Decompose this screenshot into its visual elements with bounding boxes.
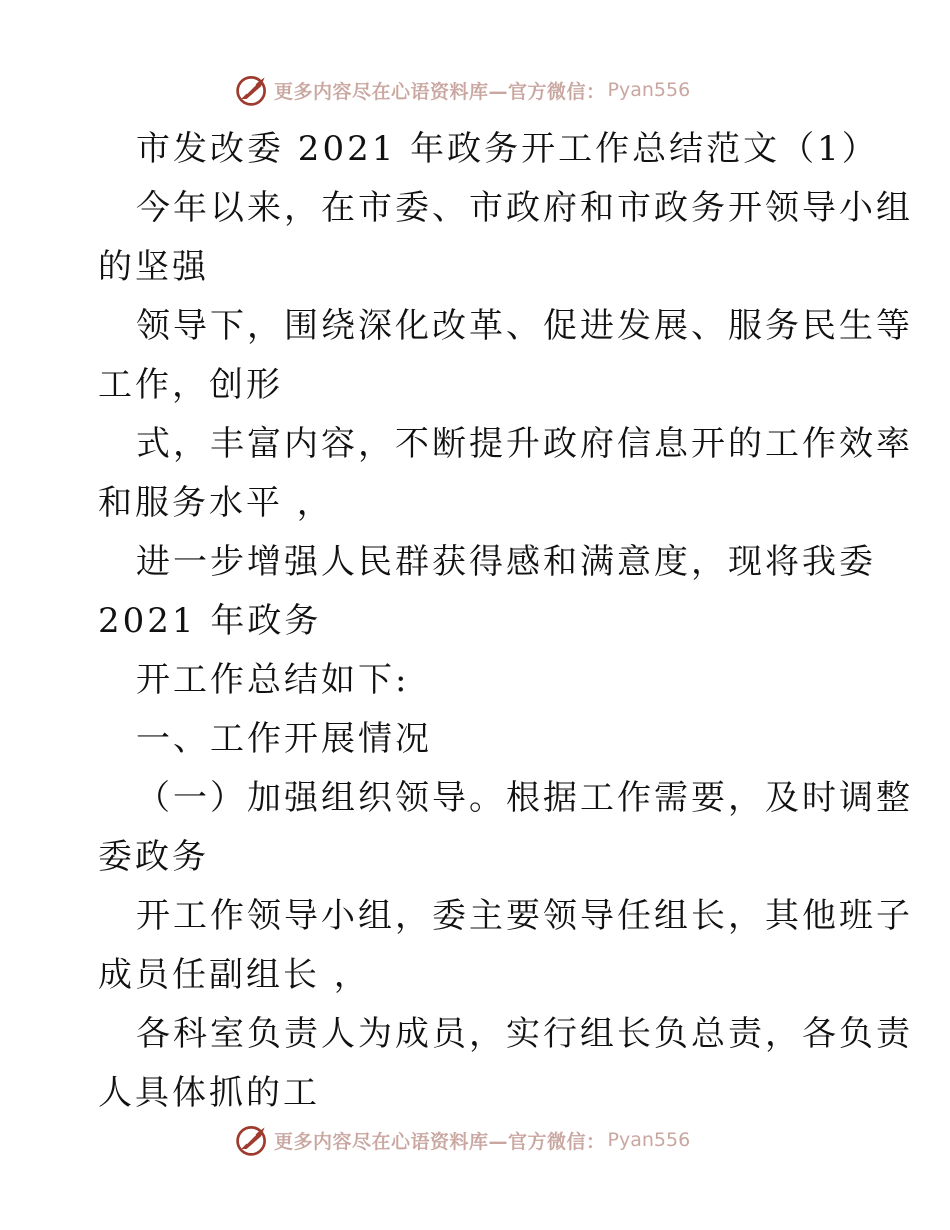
text-line: 领导下，围绕深化改革、促进发展、服务民生等 [136, 306, 913, 346]
text-line: 今年以来，在市委、市政府和市政务开领导小组 [136, 188, 913, 228]
text-line: 市发改委 2021 年政务开工作总结范文（1） [136, 129, 879, 169]
quill-logo-icon [234, 1122, 270, 1158]
footer-banner [234, 1120, 690, 1160]
text-line: 人具体抓的工 [98, 1073, 320, 1113]
text-line: 开工作领导小组，委主要领导任组长，其他班子 [136, 896, 913, 936]
text-line: 的坚强 [98, 247, 209, 287]
banner-text: 更多内容尽在心语资料库—官方微信： [274, 80, 606, 103]
text-line: 式，丰富内容，不断提升政府信息开的工作效率 [136, 424, 913, 464]
text-line: 和服务水平 ， [98, 483, 334, 523]
banner-wechat-id: Pyan556 [607, 1129, 691, 1151]
text-line: 成员任副组长 ， [98, 955, 371, 995]
text-line: 开工作总结如下: [136, 660, 410, 700]
text-line: 一、工作开展情况 [136, 719, 432, 759]
header-banner [234, 70, 690, 110]
text-line: 工作，创形 [98, 365, 283, 405]
text-line: 2021 年政务 [98, 601, 322, 641]
text-line: 进一步增强人民群获得感和满意度，现将我委 [136, 542, 876, 582]
banner-text: 更多内容尽在心语资料库—官方微信： [274, 1130, 606, 1153]
text-line: （一）加强组织领导。根据工作需要，及时调整 [136, 778, 913, 818]
quill-logo-icon [234, 72, 270, 108]
text-line: 各科室负责人为成员，实行组长负总责，各负责 [136, 1014, 913, 1054]
document-body [98, 120, 913, 1123]
banner-wechat-id: Pyan556 [607, 79, 691, 101]
text-line: 委政务 [98, 837, 209, 877]
